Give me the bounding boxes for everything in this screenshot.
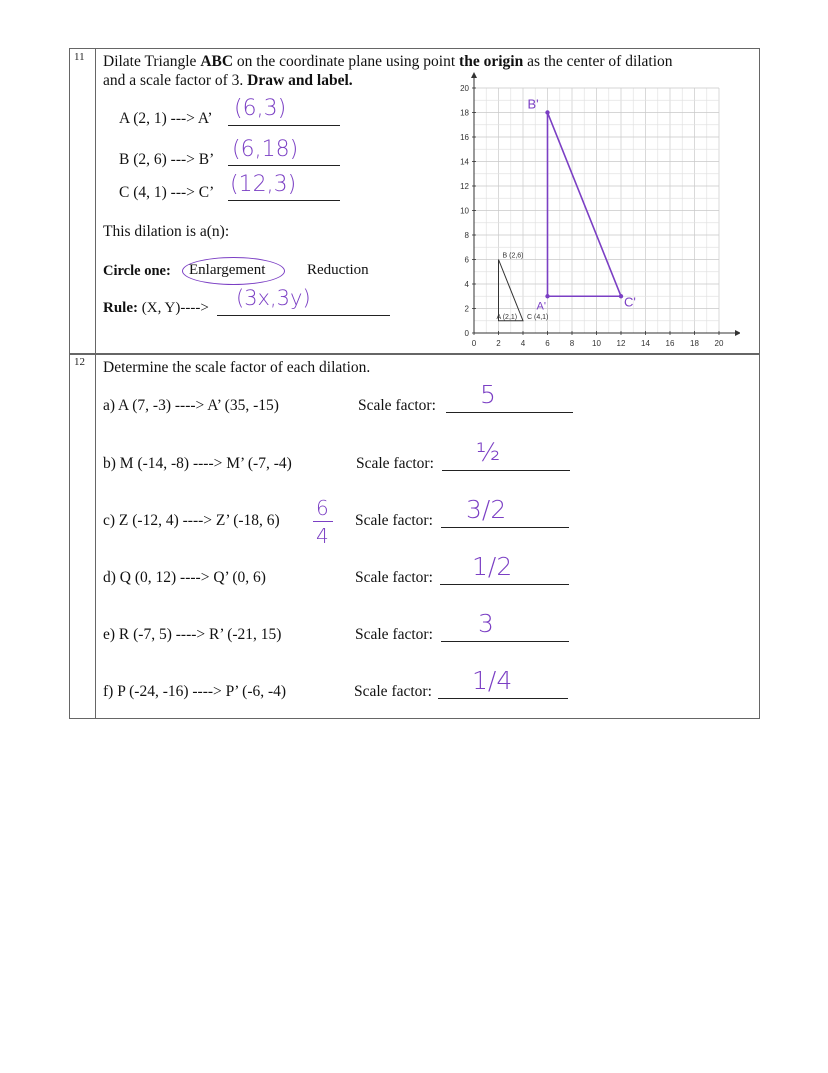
side-note-denominator: 4	[316, 524, 329, 548]
x-tick-label: 20	[714, 339, 724, 348]
scale-factor-blank	[441, 527, 569, 528]
dilation-item-text: d) Q (0, 12) ----> Q’ (0, 6)	[103, 569, 266, 586]
x-tick-label: 2	[496, 339, 501, 348]
rule-blank	[217, 315, 390, 316]
scale-factor-label: Scale factor:	[358, 397, 436, 414]
dilation-item-text: f) P (-24, -16) ----> P’ (-6, -4)	[103, 683, 287, 700]
row-b-label: B (2, 6) ---> B’	[119, 151, 215, 168]
circle-one-label: Circle one:	[103, 263, 171, 279]
y-tick-label: 10	[460, 206, 469, 216]
row-a-answer: (6,3)	[234, 96, 287, 121]
original-point-label: B (2,6)	[502, 252, 524, 260]
row-c-label: C (4, 1) ---> C’	[119, 184, 215, 201]
row-b-answer: (6,18)	[232, 137, 299, 162]
original-point-label: C (4,1)	[527, 313, 549, 321]
y-tick-label: 20	[460, 84, 469, 93]
scale-factor-blank	[441, 641, 569, 642]
y-tick-label: 6	[464, 255, 469, 265]
x-tick-label: 16	[665, 339, 675, 348]
scale-factor-label: Scale factor:	[354, 683, 432, 700]
dilation-item-text: a) A (7, -3) ----> A’ (35, -15)	[103, 397, 279, 414]
y-tick-label: 8	[464, 231, 469, 240]
dilation-prompt: This dilation is a(n):	[103, 223, 230, 240]
problem-11-instructions-line2: and a scale factor of 3. Draw and label.	[103, 72, 353, 89]
y-tick-label: 4	[464, 280, 469, 289]
scale-factor-answer: 3	[478, 609, 494, 638]
y-tick-label: 14	[460, 157, 469, 167]
y-tick-label: 16	[460, 133, 469, 142]
y-tick-label: 12	[460, 182, 469, 191]
image-vertex-dot	[545, 110, 549, 114]
scale-factor-answer: 5	[480, 380, 496, 409]
row-b-blank	[228, 165, 340, 166]
dilation-item-text: e) R (-7, 5) ----> R’ (-21, 15)	[103, 626, 282, 643]
x-tick-label: 14	[641, 339, 650, 348]
problem-11-instructions-line1: Dilate Triangle ABC on the coordinate plane using point the origin as the center of dilation	[103, 53, 673, 70]
scale-factor-label: Scale factor:	[356, 455, 434, 472]
side-note-fraction-bar	[313, 521, 333, 522]
scale-factor-blank	[438, 698, 568, 699]
scale-factor-label: Scale factor:	[355, 626, 433, 643]
y-tick-label: 2	[464, 304, 469, 314]
y-axis-arrow	[471, 72, 477, 78]
option-reduction: Reduction	[307, 262, 369, 278]
dilation-item-text: b) M (-14, -8) ----> M’ (-7, -4)	[103, 455, 292, 472]
row-c-blank	[228, 200, 340, 201]
row-c-answer: (12,3)	[230, 172, 297, 197]
x-tick-label: 6	[545, 339, 550, 348]
scale-factor-label: Scale factor:	[355, 512, 433, 529]
x-axis-arrow	[735, 330, 740, 336]
x-tick-label: 12	[616, 339, 626, 348]
rule-answer: (3x,3y)	[236, 286, 311, 310]
scale-factor-blank	[440, 584, 569, 585]
row-a-blank	[228, 125, 340, 126]
scale-factor-answer: 1/2	[472, 552, 513, 581]
scale-factor-label: Scale factor:	[355, 569, 433, 586]
x-tick-label: 8	[569, 339, 575, 348]
y-tick-label: 0	[464, 329, 469, 338]
x-tick-label: 18	[690, 339, 699, 348]
coordinate-plane	[440, 70, 740, 355]
rule-line: Rule: (X, Y)---->	[103, 300, 209, 316]
problem-12-prompt: Determine the scale factor of each dilation.	[103, 359, 371, 376]
scale-factor-blank	[442, 470, 570, 471]
image-point-label: C'	[624, 294, 636, 310]
problem-12-number: 12	[74, 356, 85, 368]
original-point-label: A (2,1)	[496, 313, 518, 321]
image-point-label: B'	[527, 96, 539, 112]
x-tick-label: 0	[471, 339, 477, 348]
x-tick-label: 10	[592, 339, 601, 348]
row-a-label: A (2, 1) ---> A’	[119, 110, 213, 127]
side-note-numerator: 6	[316, 496, 329, 520]
scale-factor-answer: ½	[476, 438, 501, 467]
scale-factor-answer: 1/4	[472, 666, 513, 695]
dilation-item-text: c) Z (-12, 4) ----> Z’ (-18, 6)	[103, 512, 280, 529]
problem-11-number: 11	[74, 51, 85, 63]
scale-factor-blank	[446, 412, 573, 413]
y-tick-label: 18	[460, 108, 469, 118]
image-vertex-dot	[619, 294, 623, 298]
scale-factor-answer: 3/2	[466, 495, 507, 524]
option-enlargement: Enlargement	[189, 262, 266, 278]
x-tick-label: 4	[520, 339, 526, 348]
image-point-label: A'	[536, 300, 546, 313]
image-vertex-dot	[545, 294, 549, 298]
